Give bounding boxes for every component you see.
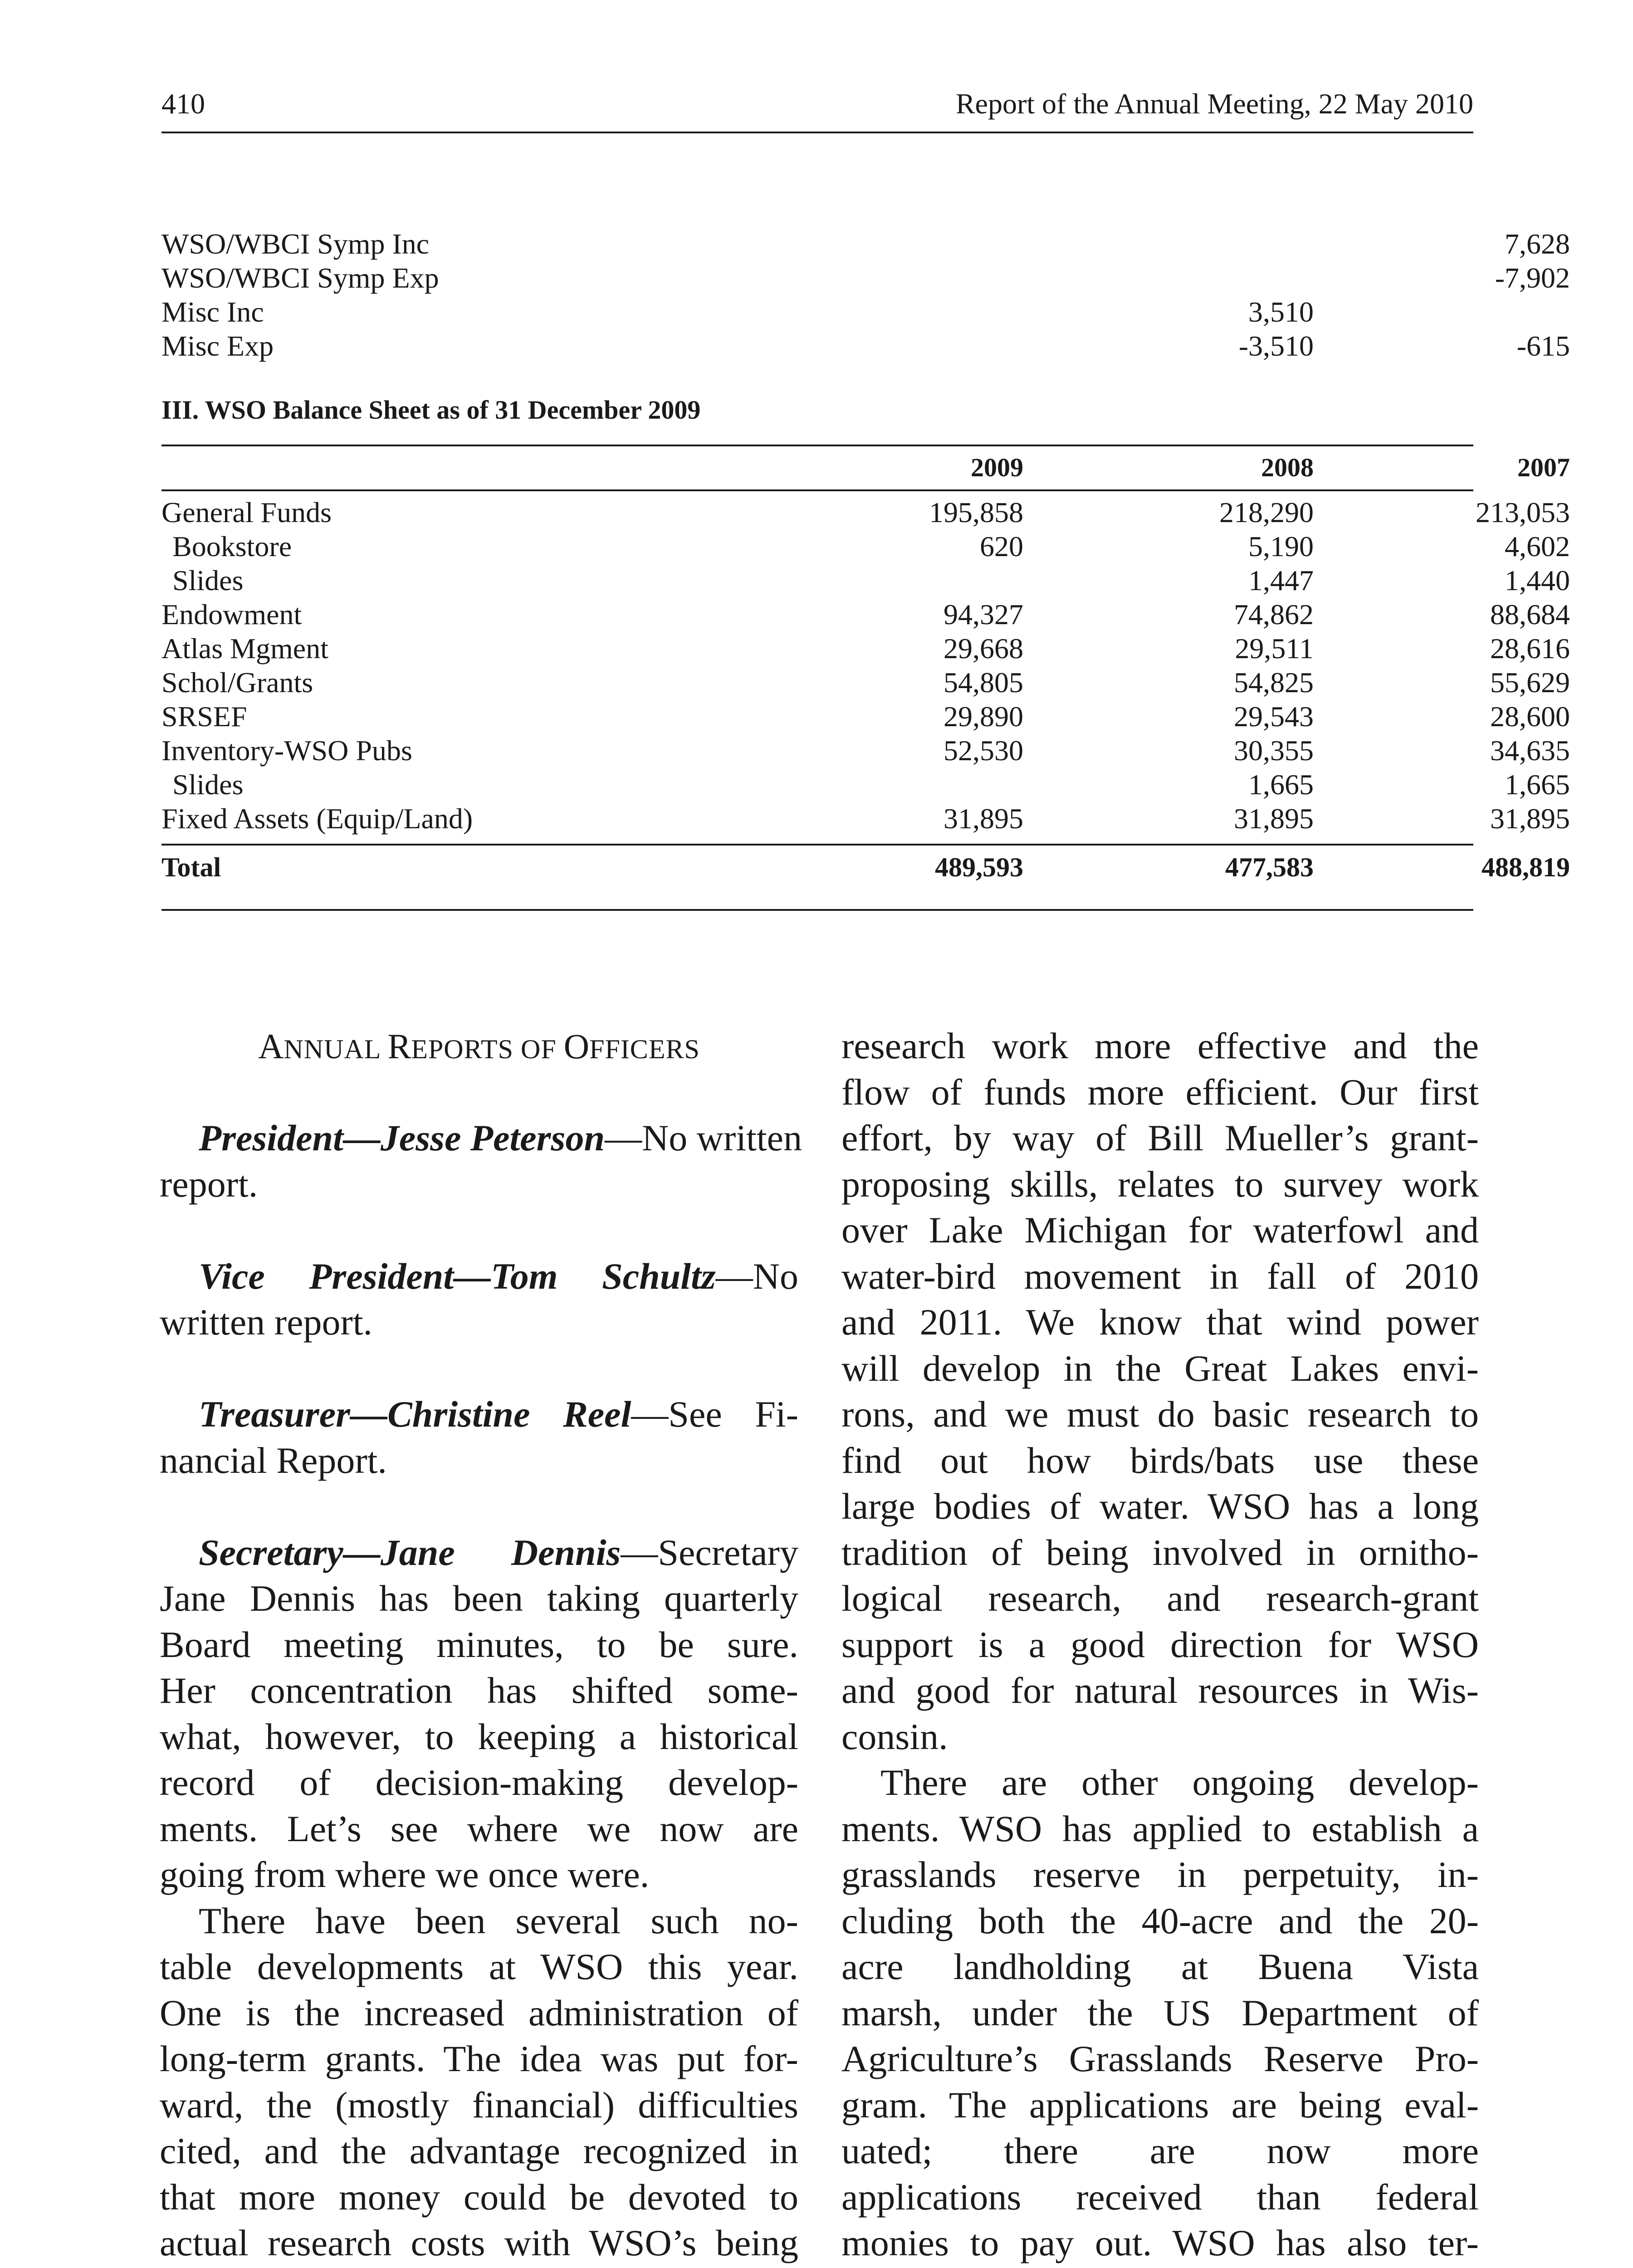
total-2009: 489,593 (935, 852, 1023, 882)
text-line: what, however, to keeping a historical (160, 1716, 798, 1757)
total-2007: 488,819 (1481, 852, 1570, 882)
text-line: actual research costs with WSO’s being (160, 2222, 798, 2263)
row-label: Misc Inc (161, 296, 264, 328)
year-header: 2007 (1517, 453, 1570, 482)
row-label: General Funds (161, 496, 332, 528)
table-row (161, 767, 1570, 802)
balance-sheet-title: III. WSO Balance Sheet as of 31 December 2009 (161, 395, 701, 425)
table-row (161, 495, 1570, 529)
text-line: ward, the (mostly financial) difficulties (160, 2084, 798, 2126)
text-line: proposing skills, relates to survey work (841, 1163, 1479, 1205)
cell-2007: 28,600 (1490, 700, 1570, 733)
cell-2009: 54,805 (944, 666, 1023, 699)
cell-2008: 54,825 (1234, 666, 1314, 699)
secretary-line: Secretary—Jane Dennis—Secretary (199, 1531, 798, 1573)
row-label: Slides (172, 768, 244, 801)
total-label: Total (161, 852, 221, 882)
total-2008: 477,583 (1225, 852, 1314, 882)
cell-2007: -7,902 (1495, 262, 1570, 294)
treasurer-line: Treasurer—Christine Reel—See Fi- (199, 1393, 798, 1435)
text-line: flow of funds more efficient. Our first (841, 1071, 1479, 1113)
cell-2008: 3,510 (1248, 296, 1314, 328)
cell-2008: 218,290 (1219, 496, 1314, 528)
table-row (161, 329, 1570, 363)
row-label: Schol/Grants (161, 666, 313, 699)
cell-2007: 28,616 (1490, 632, 1570, 665)
income-expense-table (161, 227, 1570, 363)
text-line: support is a good direction for WSO (841, 1623, 1479, 1665)
cell-2008: 30,355 (1234, 734, 1314, 767)
text-line: consin. (841, 1716, 948, 1757)
row-label: Inventory-WSO Pubs (161, 734, 412, 767)
president-line: President—Jesse Peterson—No written (199, 1117, 802, 1158)
cell-2009: 52,530 (944, 734, 1023, 767)
cell-2008: 1,665 (1248, 768, 1314, 801)
table-row (161, 665, 1570, 699)
text-line (841, 2266, 1479, 2268)
balance-sheet-body (161, 495, 1570, 836)
table-row (161, 699, 1570, 733)
text-line: effort, by way of Bill Mueller’s grant- (841, 1117, 1479, 1158)
text-line: Her concentration has shifted some- (160, 1670, 798, 1711)
table-row (161, 227, 1570, 261)
row-label: Slides (172, 564, 244, 596)
cell-2007: 88,684 (1490, 598, 1570, 631)
cell-2008: 5,190 (1248, 530, 1314, 562)
text-line: There have been several such no- (199, 1900, 798, 1941)
text-line: that more money could be devoted to (160, 2176, 798, 2218)
cell-2007: 34,635 (1490, 734, 1570, 767)
text-line: Agriculture’s Grasslands Reserve Pro- (841, 2038, 1479, 2079)
text-line: One is the increased administration of (160, 1992, 798, 2033)
table-row (161, 529, 1570, 563)
page-number: 410 (161, 88, 205, 120)
page-header (161, 77, 1473, 133)
row-label: Bookstore (172, 530, 292, 562)
table-row (161, 563, 1570, 597)
text-line: ments. Let’s see where we now are (160, 1808, 798, 1849)
cell-2009: 94,327 (944, 598, 1023, 631)
text-line: water-bird movement in fall of 2010 (841, 1255, 1479, 1297)
text-line: applications received than federal (841, 2176, 1479, 2218)
year-header: 2009 (971, 453, 1023, 482)
cell-2009: 31,895 (944, 802, 1023, 835)
text-line: and 2011. We know that wind power (841, 1301, 1479, 1343)
running-head: Report of the Annual Meeting, 22 May 2010 (955, 88, 1473, 120)
text-line: large bodies of water. WSO has a long (841, 1486, 1479, 1527)
table-row (161, 733, 1570, 767)
president-line: report. (160, 1163, 258, 1205)
cell-2007: 7,628 (1505, 228, 1570, 260)
table-row (161, 802, 1570, 836)
cell-2009: 29,668 (944, 632, 1023, 665)
text-line: research work more effective and the (841, 1025, 1479, 1066)
cell-2009: 195,858 (929, 496, 1023, 528)
text-line: will develop in the Great Lakes envi- (841, 1347, 1479, 1389)
cell-2008: 29,543 (1234, 700, 1314, 733)
cell-2007: 213,053 (1476, 496, 1570, 528)
row-label: Atlas Mgment (161, 632, 328, 665)
text-line: There are other ongoing develop- (880, 1762, 1479, 1803)
text-line: record of decision-making develop- (160, 1762, 798, 1803)
row-label: Endowment (161, 598, 302, 631)
text-line (160, 2266, 798, 2268)
president-name: President—Jesse Peterson (199, 1117, 605, 1158)
cell-2008: 74,862 (1234, 598, 1314, 631)
text-line: ments. WSO has applied to establish a (841, 1808, 1479, 1849)
text-line: find out how birds/bats use these (841, 1439, 1479, 1481)
text-line: over Lake Michigan for waterfowl and (841, 1209, 1479, 1251)
row-label: Misc Exp (161, 330, 274, 362)
text-line: uated; there are now more (841, 2130, 1479, 2171)
text-line: long-term grants. The idea was put for- (160, 2038, 798, 2079)
year-header: 2008 (1261, 453, 1314, 482)
text-line: going from where we once were. (160, 1854, 650, 1895)
text-line: grasslands reserve in perpetuity, in- (841, 1854, 1479, 1895)
row-label: WSO/WBCI Symp Inc (161, 228, 430, 260)
text-line: tradition of being involved in ornitho- (841, 1531, 1479, 1573)
cell-2007: 4,602 (1505, 530, 1570, 562)
text-line: cluding both the 40-acre and the 20- (841, 1900, 1479, 1941)
text-line: cited, and the advantage recognized in (160, 2130, 798, 2171)
text-line: logical research, and research-grant (841, 1578, 1479, 1619)
table-row (161, 631, 1570, 665)
text-line: and good for natural resources in Wis- (841, 1670, 1479, 1711)
cell-2007: 31,895 (1490, 802, 1570, 835)
cell-2007: 55,629 (1490, 666, 1570, 699)
text-line: marsh, under the US Department of (841, 1992, 1479, 2033)
balance-sheet-header (161, 445, 1570, 491)
vp-line: Vice President—Tom Schultz—No (199, 1255, 798, 1297)
treasurer-line: nancial Report. (160, 1439, 387, 1481)
table-row (161, 261, 1570, 295)
cell-2007: -615 (1516, 330, 1570, 362)
row-label: Fixed Assets (Equip/Land) (161, 802, 473, 835)
cell-2007: 1,665 (1505, 768, 1570, 801)
left-column (160, 1023, 802, 2268)
text-line: monies to pay out. WSO has also ter- (841, 2222, 1479, 2263)
text-line: Board meeting minutes, to be sure. (160, 1623, 798, 1665)
text-line: rons, and we must do basic research to (841, 1393, 1479, 1435)
table-row (161, 295, 1473, 329)
row-label: SRSEF (161, 700, 247, 733)
row-label: WSO/WBCI Symp Exp (161, 262, 439, 294)
cell-2008: 31,895 (1234, 802, 1314, 835)
text-line: gram. The applications are being eval- (841, 2084, 1479, 2126)
cell-2009: 620 (980, 530, 1023, 562)
text-line: table developments at WSO this year. (160, 1946, 798, 1987)
cell-2008: 1,447 (1248, 564, 1314, 596)
vp-line: written report. (160, 1301, 373, 1343)
cell-2009: 29,890 (944, 700, 1023, 733)
text-line: acre landholding at Buena Vista (841, 1946, 1479, 1987)
cell-2008: -3,510 (1238, 330, 1314, 362)
text-line: Jane Dennis has been taking quarterly (160, 1578, 798, 1619)
table-row (161, 597, 1570, 631)
right-column (841, 1023, 1479, 2268)
balance-sheet-total (161, 844, 1570, 911)
section-heading: ANNUAL REPORTS OF OFFICERS (258, 1026, 700, 1066)
cell-2008: 29,511 (1235, 632, 1314, 665)
cell-2007: 1,440 (1505, 564, 1570, 596)
